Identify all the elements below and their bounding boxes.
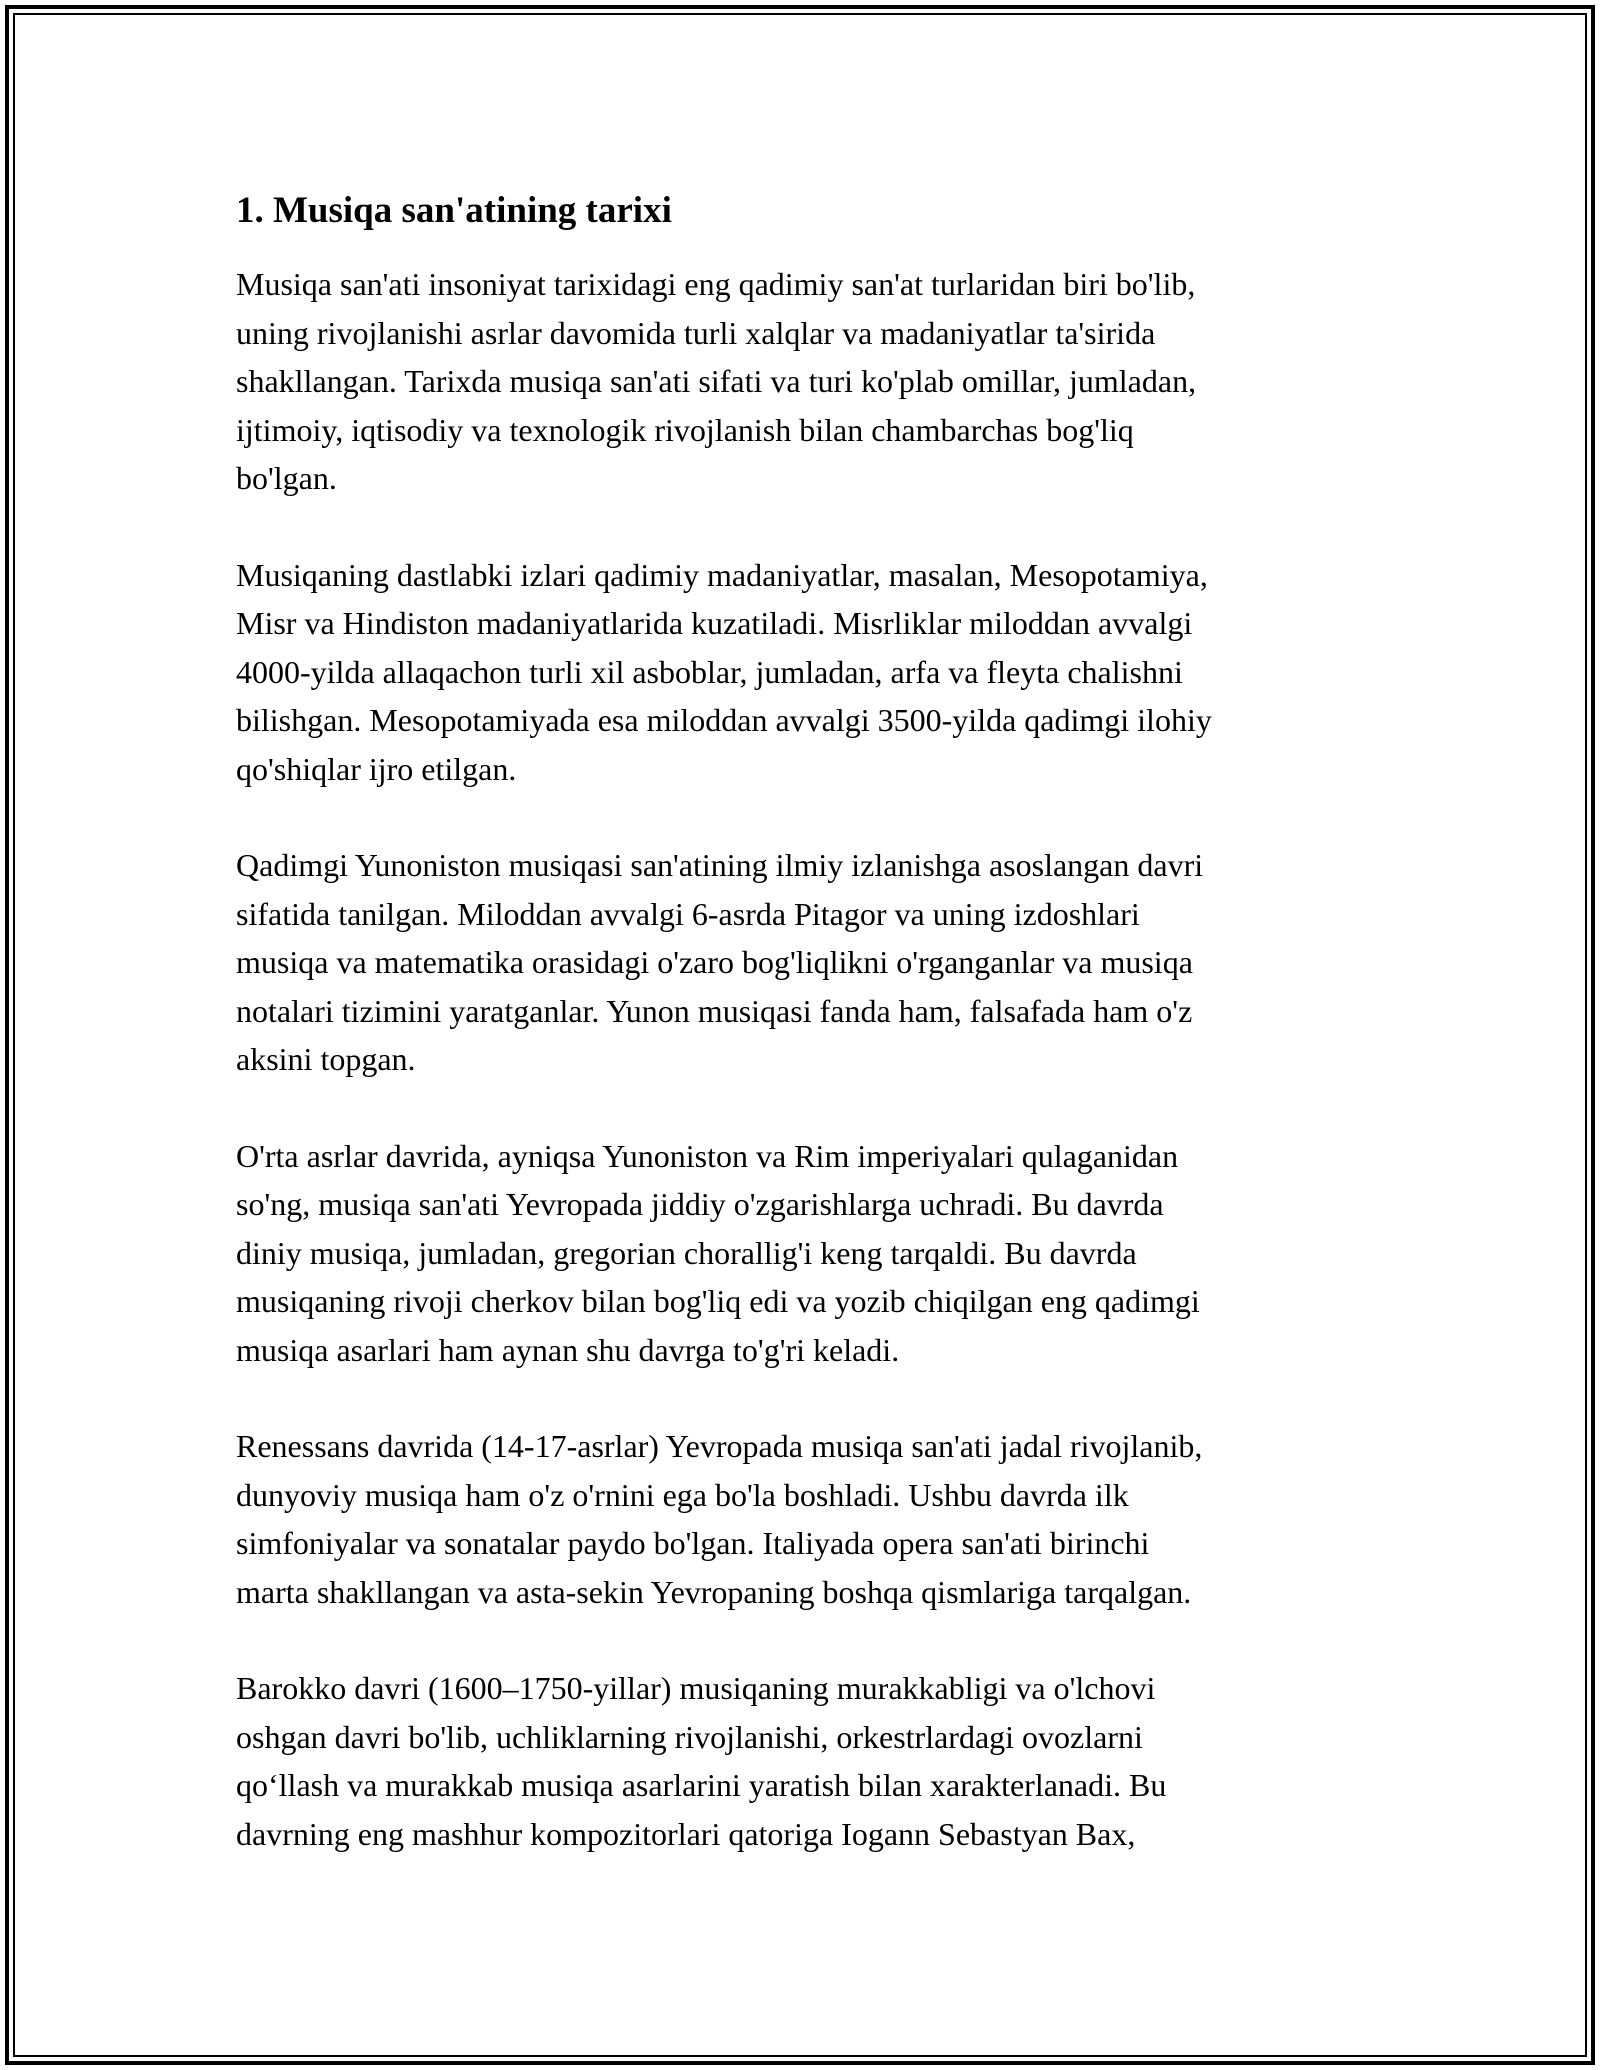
paragraph-line: Musiqa san'ati insoniyat tarixidagi eng qadimiy san'at turlaridan biri bo'lib, bbox=[236, 266, 1196, 302]
paragraph-line: davrning eng mashhur kompozitorlari qatoriga Iogann Sebastyan Bax, bbox=[236, 1815, 1136, 1852]
paragraph-2 bbox=[236, 551, 1366, 794]
paragraph-line: diniy musiqa, jumladan, gregorian chorallig'i keng tarqaldi. Bu davrda bbox=[236, 1234, 1137, 1271]
paragraph-line: sifatida tanilgan. Miloddan avvalgi 6-asrda Pitagor va uning izdoshlari bbox=[236, 895, 1140, 932]
paragraph-line: Barokko davri (1600–1750-yillar) musiqaning murakkabligi va o'lchovi bbox=[236, 1670, 1156, 1706]
paragraph-line: Qadimgi Yunoniston musiqasi san'atining ilmiy izlanishga asoslangan davri bbox=[236, 847, 1204, 883]
paragraph-line: 4000-yilda allaqachon turli xil asboblar, jumladan, arfa va fleyta chalishni bbox=[236, 653, 1183, 690]
paragraph-line: O'rta asrlar davrida, ayniqsa Yunoniston va Rim imperiyalari qulaganidan bbox=[236, 1137, 1179, 1174]
paragraph-line: bilishgan. Mesopotamiyada esa miloddan avvalgi 3500-yilda qadimgi ilohiy bbox=[236, 702, 1212, 738]
paragraph-line: marta shakllangan va asta-sekin Yevropaning boshqa qismlariga tarqalgan. bbox=[236, 1573, 1192, 1610]
paragraph-line: shakllangan. Tarixda musiqa san'ati sifati va turi ko'plab omillar, jumladan, bbox=[236, 363, 1197, 399]
paragraph-line: bo'lgan. bbox=[236, 460, 337, 496]
paragraph-line: aksini topgan. bbox=[236, 1041, 416, 1077]
paragraph-line: musiqaning rivoji cherkov bilan bog'liq edi va yozib chiqilgan eng qadimgi bbox=[236, 1283, 1200, 1319]
paragraph-line: oshgan davri bo'lib, uchliklarning rivojlanishi, orkestrlardagi ovozlarni bbox=[236, 1718, 1143, 1755]
paragraph-line: uning rivojlanishi asrlar davomida turli xalqlar va madaniyatlar ta'sirida bbox=[236, 314, 1156, 351]
paragraph-line: Misr va Hindiston madaniyatlarida kuzatiladi. Misrliklar miloddan avvalgi bbox=[236, 605, 1193, 641]
section-heading: 1. Musiqa san'atining tarixi bbox=[236, 190, 672, 231]
paragraph-line: notalari tizimini yaratganlar. Yunon musiqasi fanda ham, falsafada ham o'z bbox=[236, 992, 1193, 1029]
paragraph-line: qo'shiqlar ijro etilgan. bbox=[236, 750, 517, 787]
paragraph-line: musiqa asarlari ham aynan shu davrga to'g'ri keladi. bbox=[236, 1331, 900, 1368]
paragraph-line: qo‘llash va murakkab musiqa asarlarini yaratish bilan xarakterlanadi. Bu bbox=[236, 1767, 1167, 1803]
paragraph-3 bbox=[236, 841, 1366, 1084]
paragraph-line: Musiqaning dastlabki izlari qadimiy madaniyatlar, masalan, Mesopotamiya, bbox=[236, 556, 1208, 593]
paragraph-line: Renessans davrida (14-17-asrlar) Yevropada musiqa san'ati jadal rivojlanib, bbox=[236, 1428, 1203, 1464]
paragraph-line: simfoniyalar va sonatalar paydo bo'lgan. Italiyada opera san'ati birinchi bbox=[236, 1525, 1150, 1561]
paragraph-4 bbox=[236, 1132, 1366, 1375]
paragraph-1 bbox=[236, 260, 1366, 503]
document-body bbox=[236, 188, 1366, 1906]
paragraph-line: so'ng, musiqa san'ati Yevropada jiddiy o'zgarishlarga uchradi. Bu davrda bbox=[236, 1186, 1164, 1222]
paragraph-6 bbox=[236, 1664, 1366, 1858]
paragraph-line: ijtimoiy, iqtisodiy va texnologik rivojlanish bilan chambarchas bog'liq bbox=[236, 411, 1134, 448]
paragraph-line: musiqa va matematika orasidagi o'zaro bog'liqlikni o'rganganlar va musiqa bbox=[236, 944, 1193, 980]
paragraph-line: dunyoviy musiqa ham o'z o'rnini ega bo'la boshladi. Ushbu davrda ilk bbox=[236, 1476, 1129, 1513]
paragraph-5 bbox=[236, 1422, 1366, 1616]
